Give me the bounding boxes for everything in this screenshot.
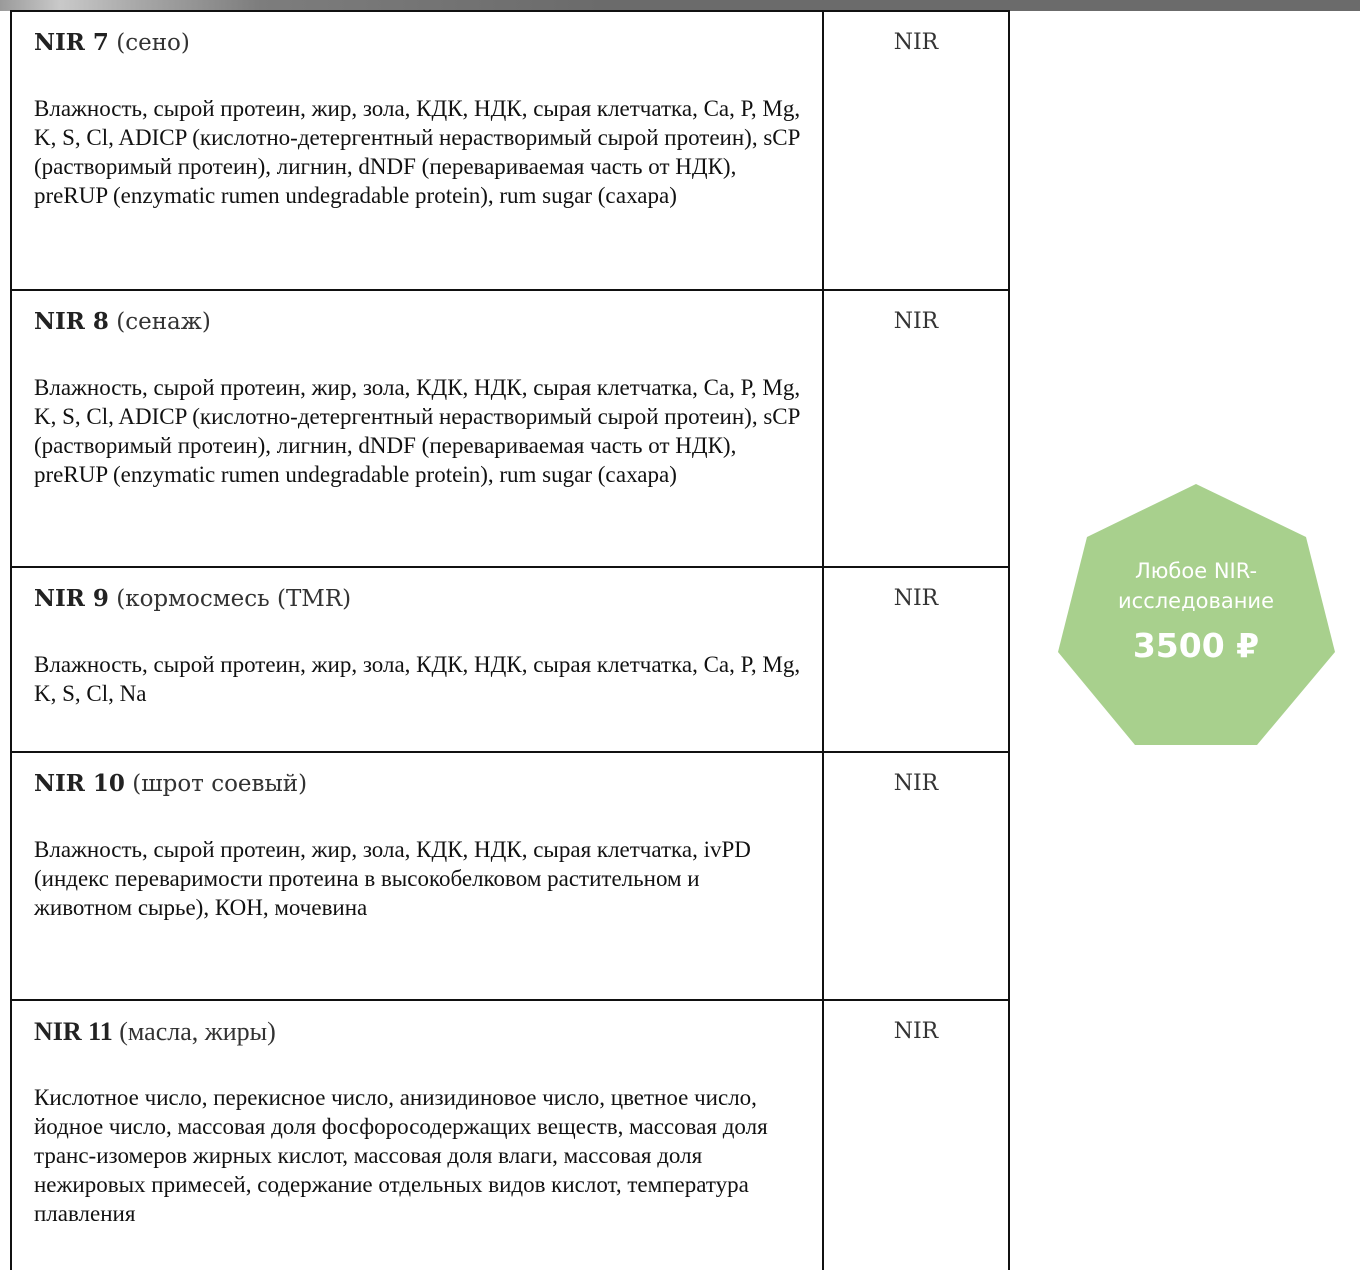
- row-description-cell: [11, 11, 823, 290]
- badge-line-1: Любое NIR-: [1134, 559, 1258, 583]
- row-desc: Влажность, сырой протеин, жир, зола, КДК, НДК, сырая клетчатка, ivPD (индекс переваримости протеина в высокобелковом растительном и животном сырье), КОН, мочевина: [34, 837, 751, 920]
- row-description-cell: [11, 752, 823, 1000]
- table-row: [11, 290, 1009, 567]
- method-cell: NIR: [823, 752, 1009, 1000]
- row-name: (кормосмесь (TMR): [116, 586, 352, 612]
- row-desc: Влажность, сырой протеин, жир, зола, КДК, НДК, сырая клетчатка, Ca, P, Mg, K, S, Cl, Na: [34, 652, 801, 706]
- badge-price: 3500 ₽: [1132, 626, 1260, 665]
- table-row: [11, 567, 1009, 752]
- row-description-cell: [11, 567, 823, 752]
- price-badge: [1056, 484, 1336, 745]
- table-row: [11, 752, 1009, 1000]
- row-desc: Кислотное число, перекисное число, анизидиновое число, цветное число, йодное число, массовая доля фосфоросодержащих веществ, массовая доля транс-изомеров жирных кислот, массовая доля влаги, массовая доля нежировых примесей, содержание отдельных видов кислот, температура плавления: [34, 1085, 768, 1226]
- table-row: [11, 11, 1009, 290]
- row-title: [34, 584, 802, 614]
- row-name: (сено): [116, 30, 190, 56]
- row-title: [34, 1017, 802, 1047]
- row-code: NIR 8: [34, 308, 109, 335]
- badge-line-2: исследование: [1118, 589, 1274, 613]
- row-code: NIR 9: [34, 585, 109, 612]
- row-desc: Влажность, сырой протеин, жир, зола, КДК, НДК, сырая клетчатка, Ca, P, Mg, K, S, Cl, ADICP (кислотно-детергентный нерастворимый сырой протеин), sCP (растворимый протеин), лигнин, dNDF (перевариваемая часть от НДК), preRUP (enzymatic rumen undegradable protein), rum sugar (сахара): [34, 96, 801, 208]
- row-code: NIR 10: [34, 770, 125, 797]
- row-desc: Влажность, сырой протеин, жир, зола, КДК, НДК, сырая клетчатка, Ca, P, Mg, K, S, Cl, ADICP (кислотно-детергентный нерастворимый сырой протеин), sCP (растворимый протеин), лигнин, dNDF (перевариваемая часть от НДК), preRUP (enzymatic rumen undegradable protein), rum sugar (сахара): [34, 375, 801, 487]
- row-description-cell: [11, 290, 823, 567]
- row-title: [34, 307, 802, 337]
- method-cell: NIR: [823, 567, 1009, 752]
- method-cell: NIR: [823, 290, 1009, 567]
- price-table: [10, 10, 1010, 1270]
- row-code: NIR 11: [34, 1017, 113, 1046]
- row-name: (сенаж): [116, 309, 211, 335]
- row-code: NIR 7: [34, 29, 109, 56]
- method-cell: NIR: [823, 1000, 1009, 1270]
- badge-text: [1056, 556, 1336, 666]
- row-description-cell: [11, 1000, 823, 1270]
- row-name: (масла, жиры): [119, 1017, 276, 1046]
- row-title: [34, 769, 802, 799]
- method-cell: NIR: [823, 11, 1009, 290]
- row-title: [34, 28, 802, 58]
- row-name: (шрот соевый): [132, 771, 308, 797]
- table-row: [11, 1000, 1009, 1270]
